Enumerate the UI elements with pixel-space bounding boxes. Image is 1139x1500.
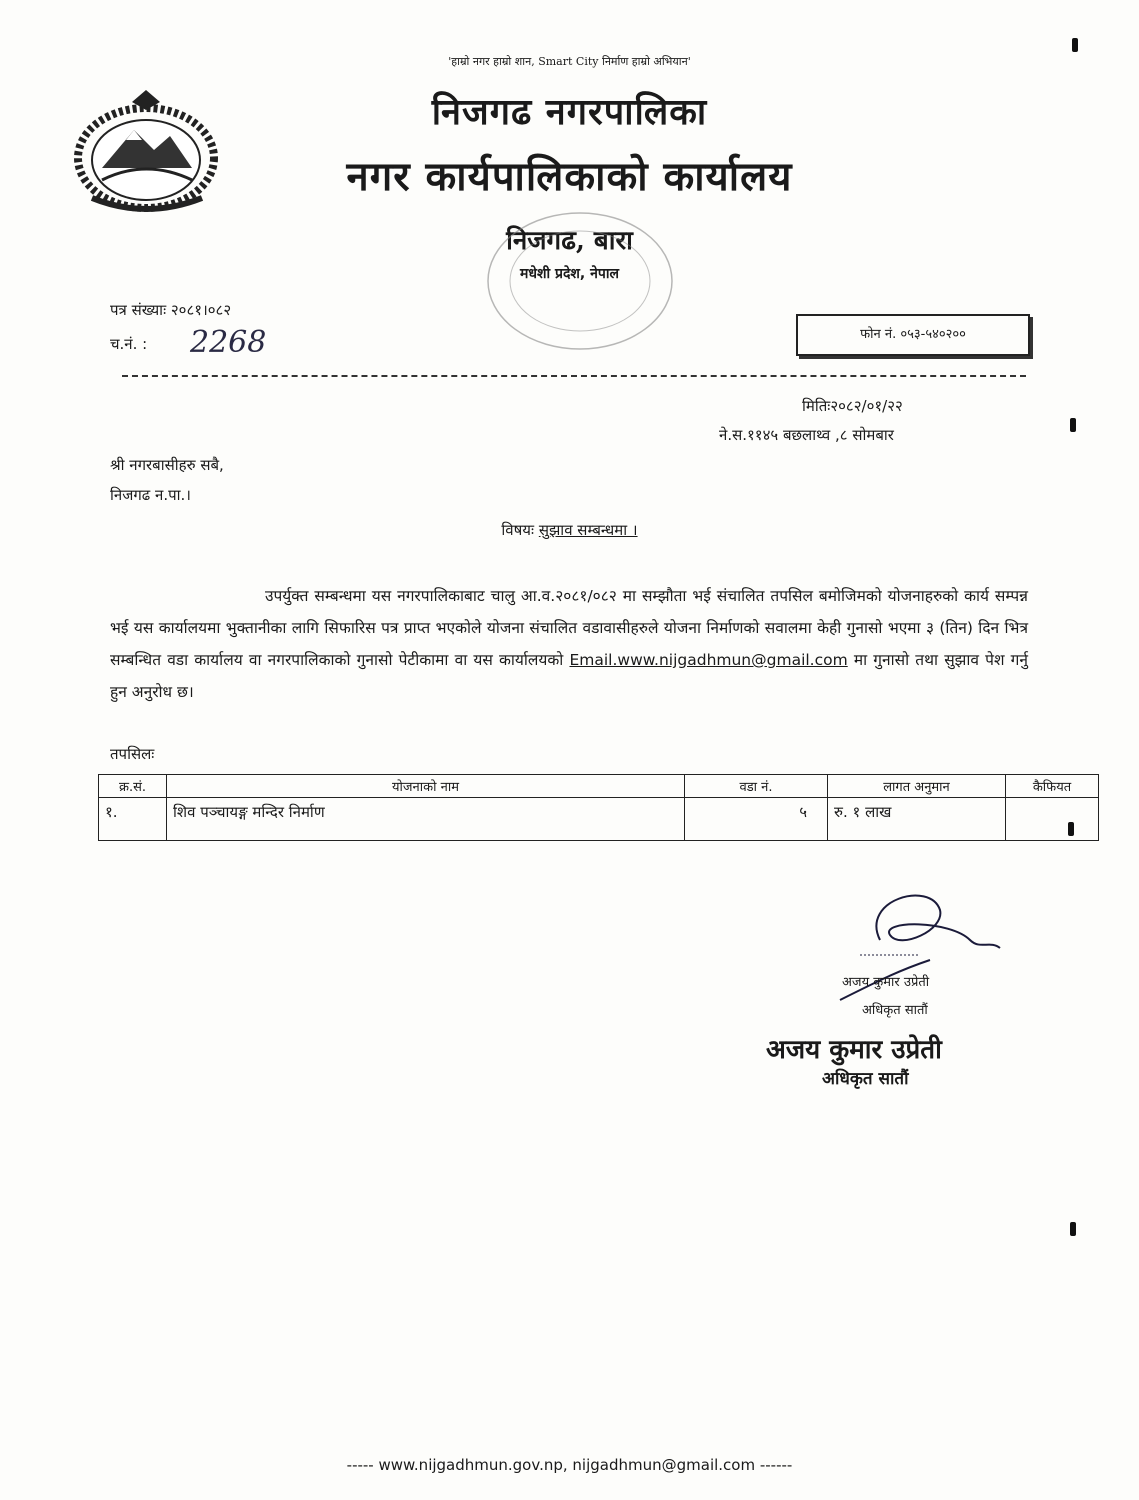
subject-line (0, 520, 1139, 540)
col-remarks: कैफियत (1006, 775, 1099, 798)
col-ward: वडा नं. (685, 775, 828, 798)
office-province: मधेशी प्रदेश, नेपाल (520, 266, 619, 282)
table-header-row (99, 775, 1099, 798)
col-sn: क्र.सं. (99, 775, 167, 798)
punch-mark (1070, 1222, 1076, 1236)
letter-number: पत्र संख्याः २०८१।०८२ (110, 301, 232, 319)
nepal-sambat-date: ने.स.११४५ बछलाथ्व ,८ सोमबार (719, 426, 894, 444)
project-table (98, 774, 1099, 841)
col-estimate: लागत अनुमान (828, 775, 1006, 798)
dispatch-number: 2268 (190, 325, 267, 360)
dispatch-number-label: च.नं. : (110, 335, 148, 353)
cell-sn: १. (99, 798, 167, 841)
office-place: निजगढ, बारा (506, 226, 633, 256)
cell-ward: ५ (685, 798, 828, 841)
table-row (99, 798, 1099, 841)
col-project-name: योजनाको नाम (167, 775, 685, 798)
details-label: तपसिलः (110, 745, 155, 763)
body-text-1: उपर्युक्त सम्बन्धमा यस नगरपालिकाबाट चालु आ.व.२०८१/०८२ मा सम्झौता भई संचालित तपसिल बमोजिमको योजनाहरुको कार्य सम्पन्न भई यस कार्यालयमा भुक्तानीका लागि सिफारिस पत्र प्राप्त भएकोले योजना संचालित वडावासीहरुले योजना निर्माणको सवालमा केही गुनासो भएमा ३ (तिन) दिन भित्र सम्बन्धित वडा कार्यालय वा नगरपालिकाको गुनासो पेटीकामा वा यस कार्यालयको (110, 587, 1028, 669)
cell-estimate: रु. १ लाख (828, 798, 1006, 841)
signatory-post-stamp: अधिकृत सातौं (822, 1069, 909, 1089)
letter-body (110, 580, 1028, 708)
phone-box: फोन नं. ०५३-५४०२०० (796, 314, 1030, 356)
slogan: 'हाम्रो नगर हाम्रो शान, Smart City निर्माण हाम्रो अभियान' (448, 55, 691, 68)
email-link[interactable]: Email.www.nijgadhmun@gmail.com (569, 651, 848, 669)
office-name: नगर कार्यपालिकाको कार्यालय (346, 153, 793, 200)
handwritten-signature (820, 880, 1020, 1010)
office-stamp (480, 206, 680, 356)
signatory-name-small: अजय कुमार उप्रेती (842, 975, 930, 990)
recipient-line1: श्री नगरबासीहरु सबै, (110, 456, 224, 474)
punch-mark (1068, 822, 1074, 836)
subject-label: विषयः (501, 521, 535, 539)
date: मितिः२०८२/०१/२२ (802, 397, 903, 415)
subject-text: सुझाव सम्बन्धमा । (538, 521, 638, 539)
cell-project-name: शिव पञ्चायङ्ग मन्दिर निर्माण (167, 798, 685, 841)
signatory-name-stamp: अजय कुमार उप्रेती (766, 1035, 942, 1065)
body-text-2: मा गुनासो तथा सुझाव पेश गर्नु हुन अनुरोध छ। (110, 651, 1028, 701)
footer-contact: ----- www.nijgadhmun.gov.np, nijgadhmun@gmail.com ------ (346, 1456, 793, 1474)
cell-remarks (1006, 798, 1099, 841)
recipient-line2: निजगढ न.पा.। (110, 486, 191, 504)
punch-mark (1072, 38, 1078, 52)
signatory-post-small: अधिकृत सातौं (862, 1003, 928, 1018)
punch-mark (1070, 418, 1076, 432)
municipality-name: निजगढ नगरपालिका (431, 91, 708, 133)
header-divider (122, 375, 1026, 377)
